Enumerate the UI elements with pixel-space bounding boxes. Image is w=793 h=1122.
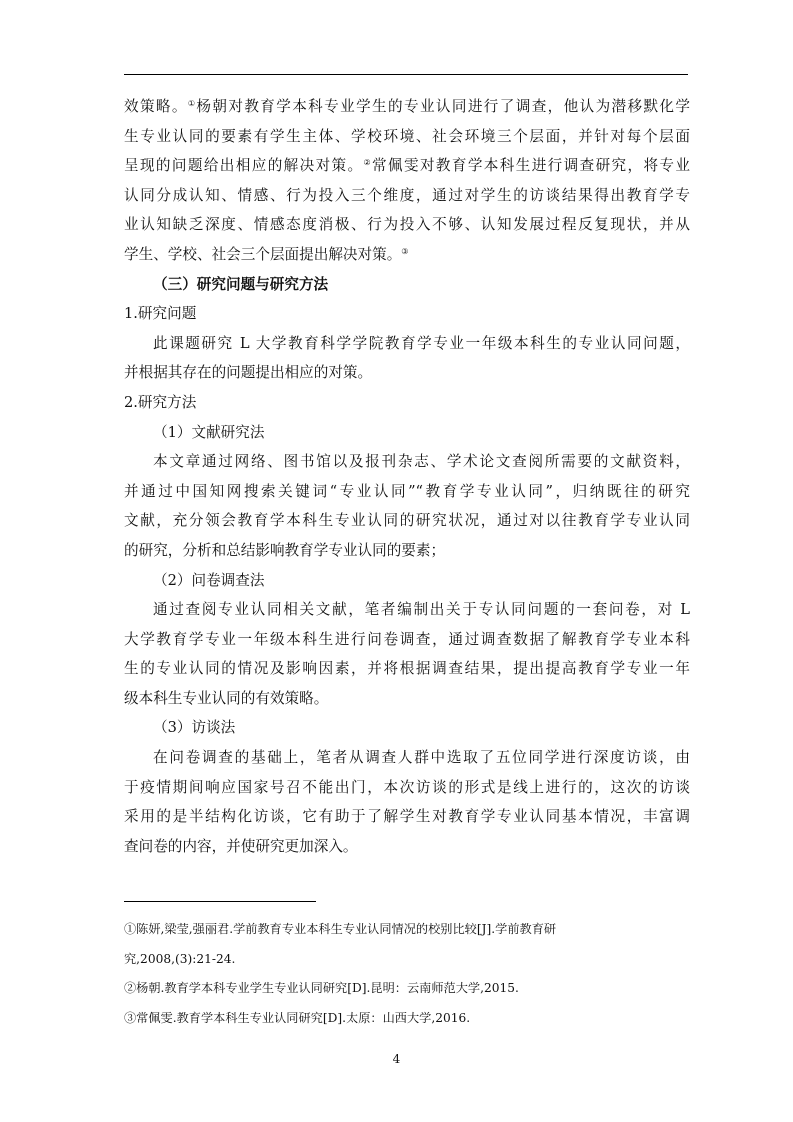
text-line: 级本科生专业认同的有效策略。 [124, 689, 329, 707]
text-line: 生的专业认同的情况及影响因素，并将根据调查结果，提出提高教育学专业一年 [124, 660, 690, 678]
text-line: 并根据其存在的问题提出相应的对策。 [124, 364, 373, 382]
text-line: 的研究，分析和总结影响教育学专业认同的要素； [124, 541, 446, 559]
footnote-line: ①陈妍,梁莹,强丽君.学前教育专业本科生专业认同情况的校别比较[J].学前教育研 [124, 922, 557, 936]
text-line: 在问卷调查的基础上，笔者从调查人群中选取了五位同学进行深度访谈，由 [153, 749, 690, 767]
footnote-rule [124, 901, 316, 902]
text-line: 效策略。①杨朝对教育学本科专业学生的专业认同进行了调查，他认为潜移默化学 [124, 98, 690, 115]
text-line: 学生、学校、社会三个层面提出解决对策。③ [124, 245, 409, 263]
footnote-ref[interactable]: ② [363, 158, 373, 168]
footnotes [124, 915, 690, 1033]
subsection-label: 2.研究方法 [124, 393, 197, 411]
text-line: 大学教育学专业一年级本科生进行问卷调查，通过调查数据了解教育学专业本科 [124, 630, 690, 648]
text-line: 采用的是半结构化访谈，它有助于了解学生对教育学专业认同基本情况，丰富调 [124, 808, 690, 826]
footnote-ref[interactable]: ① [187, 99, 197, 108]
footnote-ref[interactable]: ③ [401, 246, 409, 256]
page-number: 4 [392, 1052, 401, 1066]
text-line: 认同分成认知、情感、行为投入三个维度，通过对学生的访谈结果得出教育学专 [124, 186, 690, 204]
method-label: （3）访谈法 [153, 719, 236, 737]
text-line: 呈现的问题给出相应的解决对策。②常佩雯对教育学本科生进行调查研究，将专业 [124, 157, 690, 175]
method-label: （1）文献研究法 [153, 423, 265, 441]
method-label: （2）问卷调查法 [153, 571, 265, 589]
text-line: 业认知缺乏深度、情感态度消极、行为投入不够、认知发展过程反复现状，并从 [124, 216, 690, 234]
subsection-label: 1.研究问题 [124, 305, 197, 323]
header-rule [124, 74, 688, 75]
body-text [124, 92, 690, 861]
footnote-line: 究,2008,(3):21-24. [124, 951, 236, 966]
footnote-line: ③常佩雯.教育学本科生专业认同研究[D].太原：山西大学,2016. [124, 1010, 471, 1025]
text-line: 于疫情期间响应国家号召不能出门，本次访谈的形式是线上进行的，这次的访谈 [124, 778, 690, 796]
text-line: 本文章通过网络、图书馆以及报刊杂志、学术论文查阅所需要的文献资料， [153, 453, 690, 471]
text-line: 查问卷的内容，并使研究更加深入。 [124, 837, 358, 855]
text-line: 生专业认同的要素有学生主体、学校环境、社会环境三个层面，并针对每个层面 [124, 127, 690, 145]
section-heading: （三）研究问题与研究方法 [153, 275, 329, 293]
text-line: 文献，充分领会教育学本科生专业认同的研究状况，通过对以往教育学专业认同 [124, 512, 690, 530]
footnote-line: ②杨朝.教育学本科专业学生专业认同研究[D].昆明：云南师范大学,2015. [124, 981, 519, 995]
text-line: 并通过中国知网搜索关键词“专业认同”“教育学专业认同”，归纳既往的研究 [124, 482, 690, 500]
text-line: 此课题研究 L 大学教育科学学院教育学专业一年级本科生的专业认同问题， [153, 334, 690, 352]
text-line: 通过查阅专业认同相关文献，笔者编制出关于专认同问题的一套问卷，对 L [153, 601, 690, 619]
